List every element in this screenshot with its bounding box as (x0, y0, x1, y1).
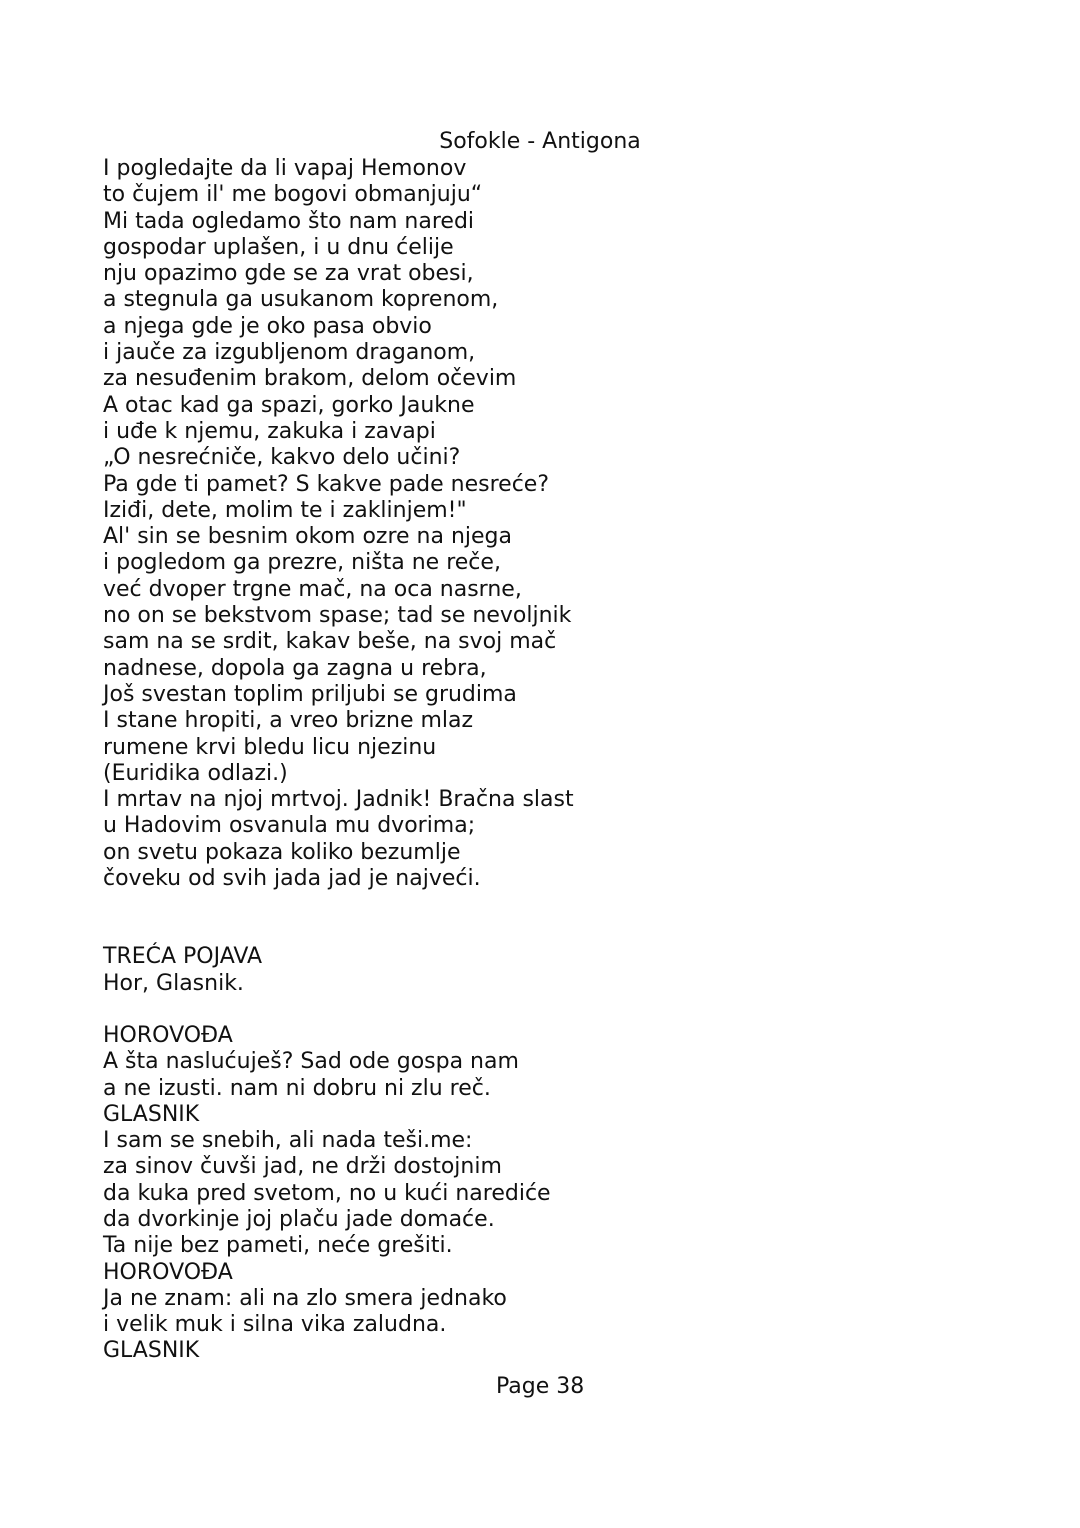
spacer (103, 892, 983, 944)
text-line: i velik muk i silna vika zaludna. (103, 1312, 447, 1338)
scene-characters: Hor, Glasnik. (103, 970, 244, 996)
text-line: čoveku od svih jada jad je najveći. (103, 866, 481, 892)
text-line: za nesuđenim brakom, delom očevim (103, 366, 517, 392)
text-line: a stegnula ga usukanom koprenom, (103, 287, 499, 313)
text-line: on svetu pokaza koliko bezumlje (103, 839, 461, 865)
text-line: a njega gde je oko pasa obvio (103, 313, 432, 339)
text-line: gospodar uplašen, i u dnu ćelije (103, 234, 454, 260)
text-line: Pa gde ti pamet? S kakve pade nesreće? (103, 471, 550, 497)
text-line: i uđe k njemu, zakuka i zavapi (103, 418, 436, 444)
text-line: i pogledom ga prezre, ništa ne reče, (103, 550, 501, 576)
text-line: A otac kad ga spazi, gorko Jaukne (103, 392, 475, 418)
text-line: u Hadovim osvanula mu dvorima; (103, 813, 476, 839)
text-line: nadnese, dopola ga zagna u rebra, (103, 655, 487, 681)
text-line: „O nesrećniče, kakvo delo učini? (103, 445, 461, 471)
speaker-name: HOROVOĐA (103, 1022, 233, 1048)
text-line: da kuka pred svetom, no u kući narediće (103, 1180, 551, 1206)
text-line: A šta naslućuješ? Sad ode gospa nam (103, 1049, 519, 1075)
text-line: no on se bekstvom spase; tad se nevoljnik (103, 603, 572, 629)
text-line: Još svestan toplim priljubi se grudima (103, 681, 517, 707)
text-line: Ja ne znam: ali na zlo smera jednako (103, 1285, 507, 1311)
page-number: Page 38 (496, 1374, 585, 1399)
text-line: I sam se snebih, ali nada teši.me: (103, 1128, 473, 1154)
text-line: Ta nije bez pameti, neće grešiti. (103, 1233, 453, 1259)
page-header (0, 128, 1080, 156)
text-line: a ne izusti. nam ni dobru ni zlu reč. (103, 1075, 491, 1101)
scene-heading-block (103, 944, 983, 997)
text-line: nju opazimo gde se za vrat obesi, (103, 261, 474, 287)
text-line: to čujem il' me bogovi obmanjuju“ (103, 182, 483, 208)
text-line: Al' sin se besnim okom ozre na njega (103, 524, 512, 550)
verse-block-1 (103, 156, 983, 892)
stage-direction: (Euridika odlazi.) (103, 760, 288, 786)
speaker-name: GLASNIK (103, 1101, 200, 1127)
dialogue-block (103, 1023, 983, 1365)
speaker-name: GLASNIK (103, 1338, 200, 1364)
text-line: rumene krvi bledu licu njezinu (103, 734, 437, 760)
speaker-name: HOROVOĐA (103, 1259, 233, 1285)
text-line: I pogledajte da li vapaj Hemonov (103, 156, 467, 181)
text-line: već dvoper trgne mač, na oca nasrne, (103, 576, 522, 602)
text-line: I mrtav na njoj mrtvoj. Jadnik! Bračna slast (103, 787, 574, 813)
text-line: za sinov čuvši jad, ne drži dostojnim (103, 1154, 502, 1180)
header-title: Sofokle - Antigona (439, 129, 641, 154)
text-line: da dvorkinje joj plaču jade domaće. (103, 1206, 495, 1232)
text-line: i jauče za izgubljenom draganom, (103, 340, 476, 366)
text-line: Iziđi, dete, molim te i zaklinjem!" (103, 497, 467, 523)
text-line: Mi tada ogledamo što nam naredi (103, 208, 475, 234)
spacer (103, 997, 983, 1023)
page-body (103, 156, 983, 1365)
text-line: sam na se srdit, kakav beše, na svoj mač (103, 629, 557, 655)
text-line: I stane hropiti, a vreo brizne mlaz (103, 708, 474, 734)
scene-heading: TREĆA POJAVA (103, 944, 263, 970)
